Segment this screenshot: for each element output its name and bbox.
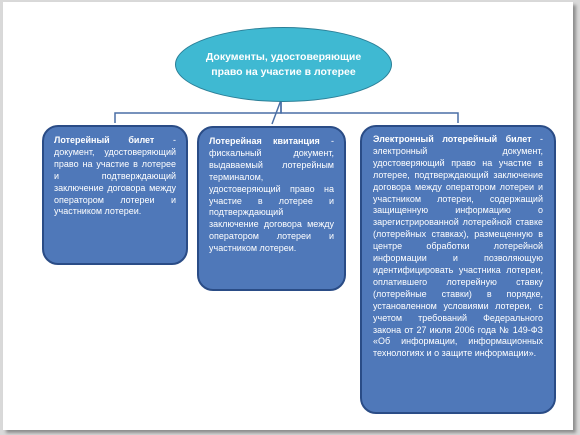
box-definition: - электронный документ, удостоверяющий право на участие в лотерее, подтверждающий заключение договора между оператором лотереи и участником лотереи, содержащий защищенную информацию о зарегистрированной лотерейной ставке (лотерейных ставках), размещенную в центре обработки лотерейной информации и позволяющую идентифицировать участника лотереи, оплатившего лотерейную ставку (лотерейные ставки) в порядке, установленном условиями лотереи, с учетом требований Федерального закона от 27 июля 2006 года № 149-ФЗ «Об информации, информационных технологиях и о защите информации». [373, 134, 543, 359]
box-lottery-ticket [42, 125, 188, 265]
connector-left [115, 100, 281, 123]
box-definition: - документ, удостоверяющий право на участие в лотерее и подтверждающий заключение договора между оператором лотереи и участником лотереи. [54, 135, 176, 217]
slide [3, 2, 573, 430]
box-term: Электронный лотерейный билет [373, 134, 532, 144]
box-electronic-lottery-ticket [360, 125, 556, 414]
diagram-title: Документы, удостоверяющие право на участие в лотерее [205, 50, 362, 78]
box-lottery-receipt [197, 126, 346, 291]
title-ellipse [175, 27, 392, 102]
box-definition: - фискальный документ, выдаваемый лотерейным терминалом, удостоверяющий право на участие в лотерее и подтверждающий заключение договора между оператором лотереи и участником лотереи. [209, 136, 334, 254]
connector-right [281, 100, 458, 123]
box-term: Лотерейный билет [54, 135, 155, 145]
box-term: Лотерейная квитанция [209, 136, 320, 146]
connector-middle [272, 100, 281, 124]
